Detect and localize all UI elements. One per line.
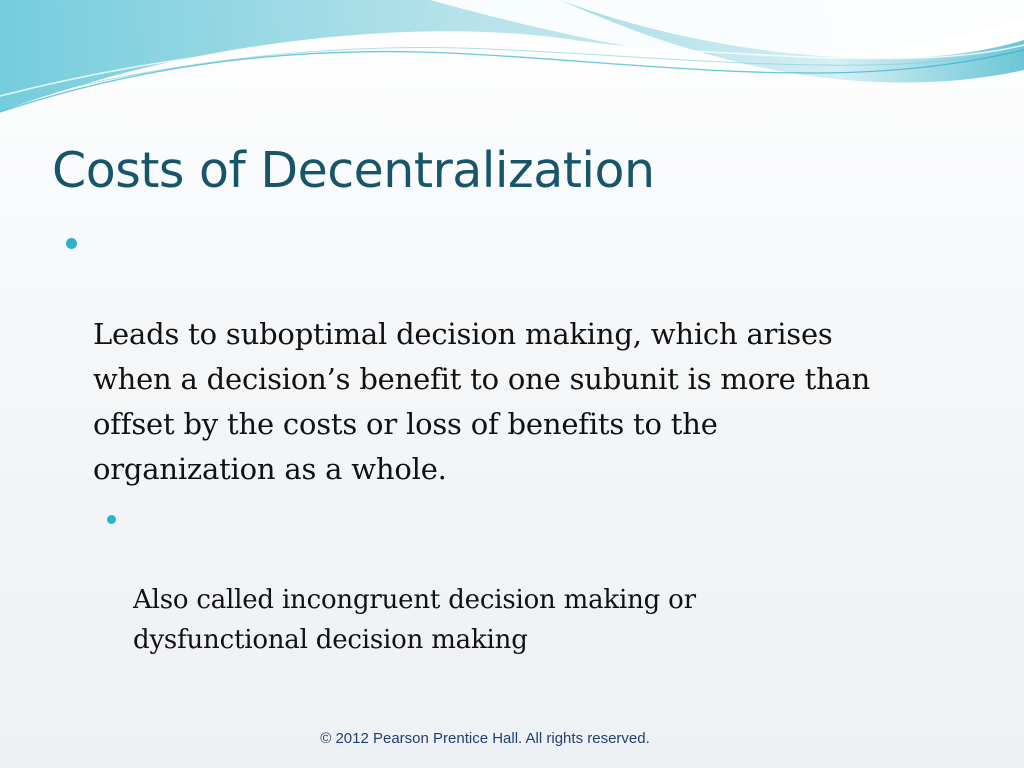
sub-bullet-item — [107, 500, 956, 660]
slide-content — [66, 222, 956, 660]
bullet-dot-icon — [66, 238, 77, 249]
bullet-item — [66, 222, 956, 492]
sub-bullet-dot-icon — [107, 515, 116, 524]
slide-title: Costs of Decentralization — [52, 142, 655, 199]
header-wave-decoration — [0, 0, 1024, 130]
sub-bullet-text: Also called incongruent decision making or dysfunctional decision making — [133, 585, 696, 655]
copyright-footer: © 2012 Pearson Prentice Hall. All rights reserved. — [320, 730, 650, 747]
bullet-text: Leads to suboptimal decision making, which arises when a decision’s benefit to one subunit is more than offset by the costs or loss of benefits to the organization as a whole. — [93, 317, 871, 486]
